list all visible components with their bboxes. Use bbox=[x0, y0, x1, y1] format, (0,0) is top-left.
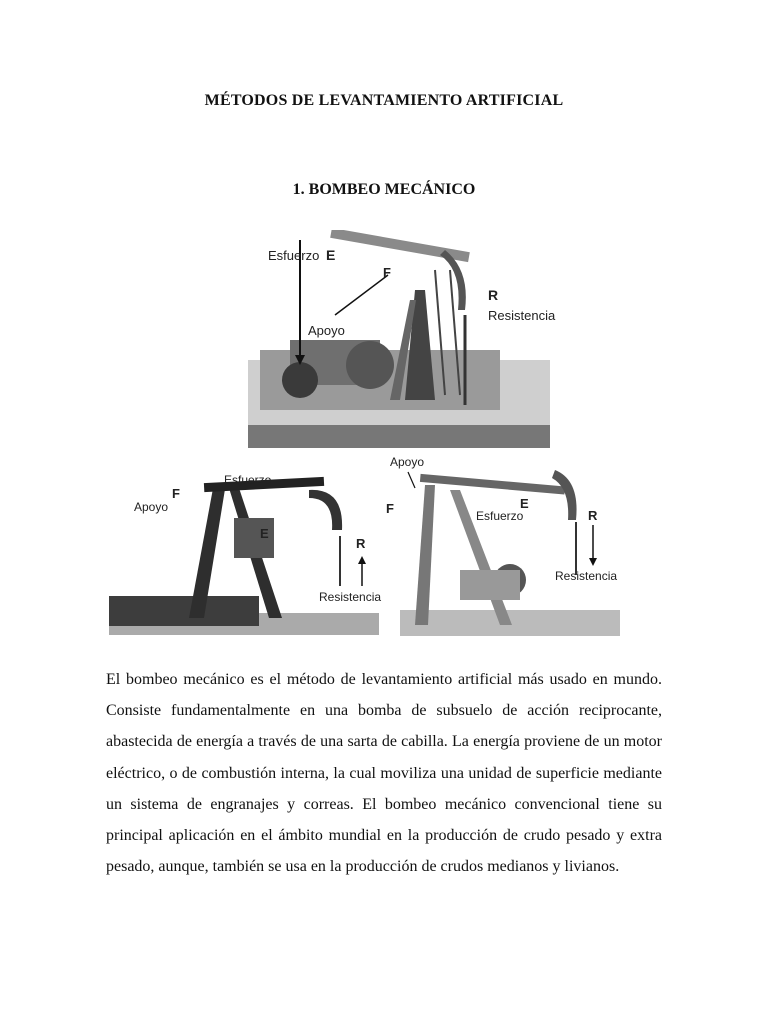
bl-r-label: R bbox=[356, 536, 366, 551]
top-e-label: E bbox=[326, 247, 336, 263]
pumpjack-figure-top bbox=[240, 230, 570, 450]
bl-f-label: F bbox=[172, 486, 180, 501]
top-resistencia-label: Resistencia bbox=[488, 308, 556, 323]
bl-resistencia-label: Resistencia bbox=[319, 590, 382, 604]
br-esfuerzo-label: Esfuerzo bbox=[476, 509, 524, 523]
top-f-label: F bbox=[383, 265, 391, 280]
br-r-label: R bbox=[588, 508, 598, 523]
top-apoyo-label: Apoyo bbox=[308, 323, 345, 338]
bl-apoyo-label: Apoyo bbox=[134, 500, 169, 514]
bl-e-label: E bbox=[260, 526, 269, 541]
br-e-label: E bbox=[520, 496, 529, 511]
section-heading: 1. BOMBEO MECÁNICO bbox=[292, 181, 476, 198]
top-esfuerzo-label: Esfuerzo bbox=[268, 248, 320, 263]
br-apoyo-label: Apoyo bbox=[390, 455, 425, 469]
top-r-label: R bbox=[488, 287, 499, 303]
pumpjack-figure-bottom-left bbox=[104, 468, 394, 640]
document-title: MÉTODOS DE LEVANTAMIENTO ARTIFICIAL bbox=[204, 92, 564, 109]
bl-esfuerzo-label: Esfuerzo bbox=[224, 473, 272, 487]
br-f-label: F bbox=[386, 501, 394, 516]
body-paragraph: El bombeo mecánico es el método de levantamiento artificial más usado en mundo. Consiste fundamentalmente en una bomba de subsuelo de acción reciprocante, abastecida de energía a través de una sarta de cabilla. La energía proviene de un motor eléctrico, o de combustión interna, la cual moviliza una unidad de superficie mediante un sistema de engranajes y correas. El bombeo mecánico convencional tiene su principal aplicación en el ámbito mundial en la producción de crudo pesado y extra pesado, aunque, también se usa en la producción de crudos medianos y livianos. bbox=[106, 671, 662, 876]
pumpjack-figure-bottom-right bbox=[380, 450, 630, 640]
br-resistencia-label: Resistencia bbox=[555, 569, 618, 583]
